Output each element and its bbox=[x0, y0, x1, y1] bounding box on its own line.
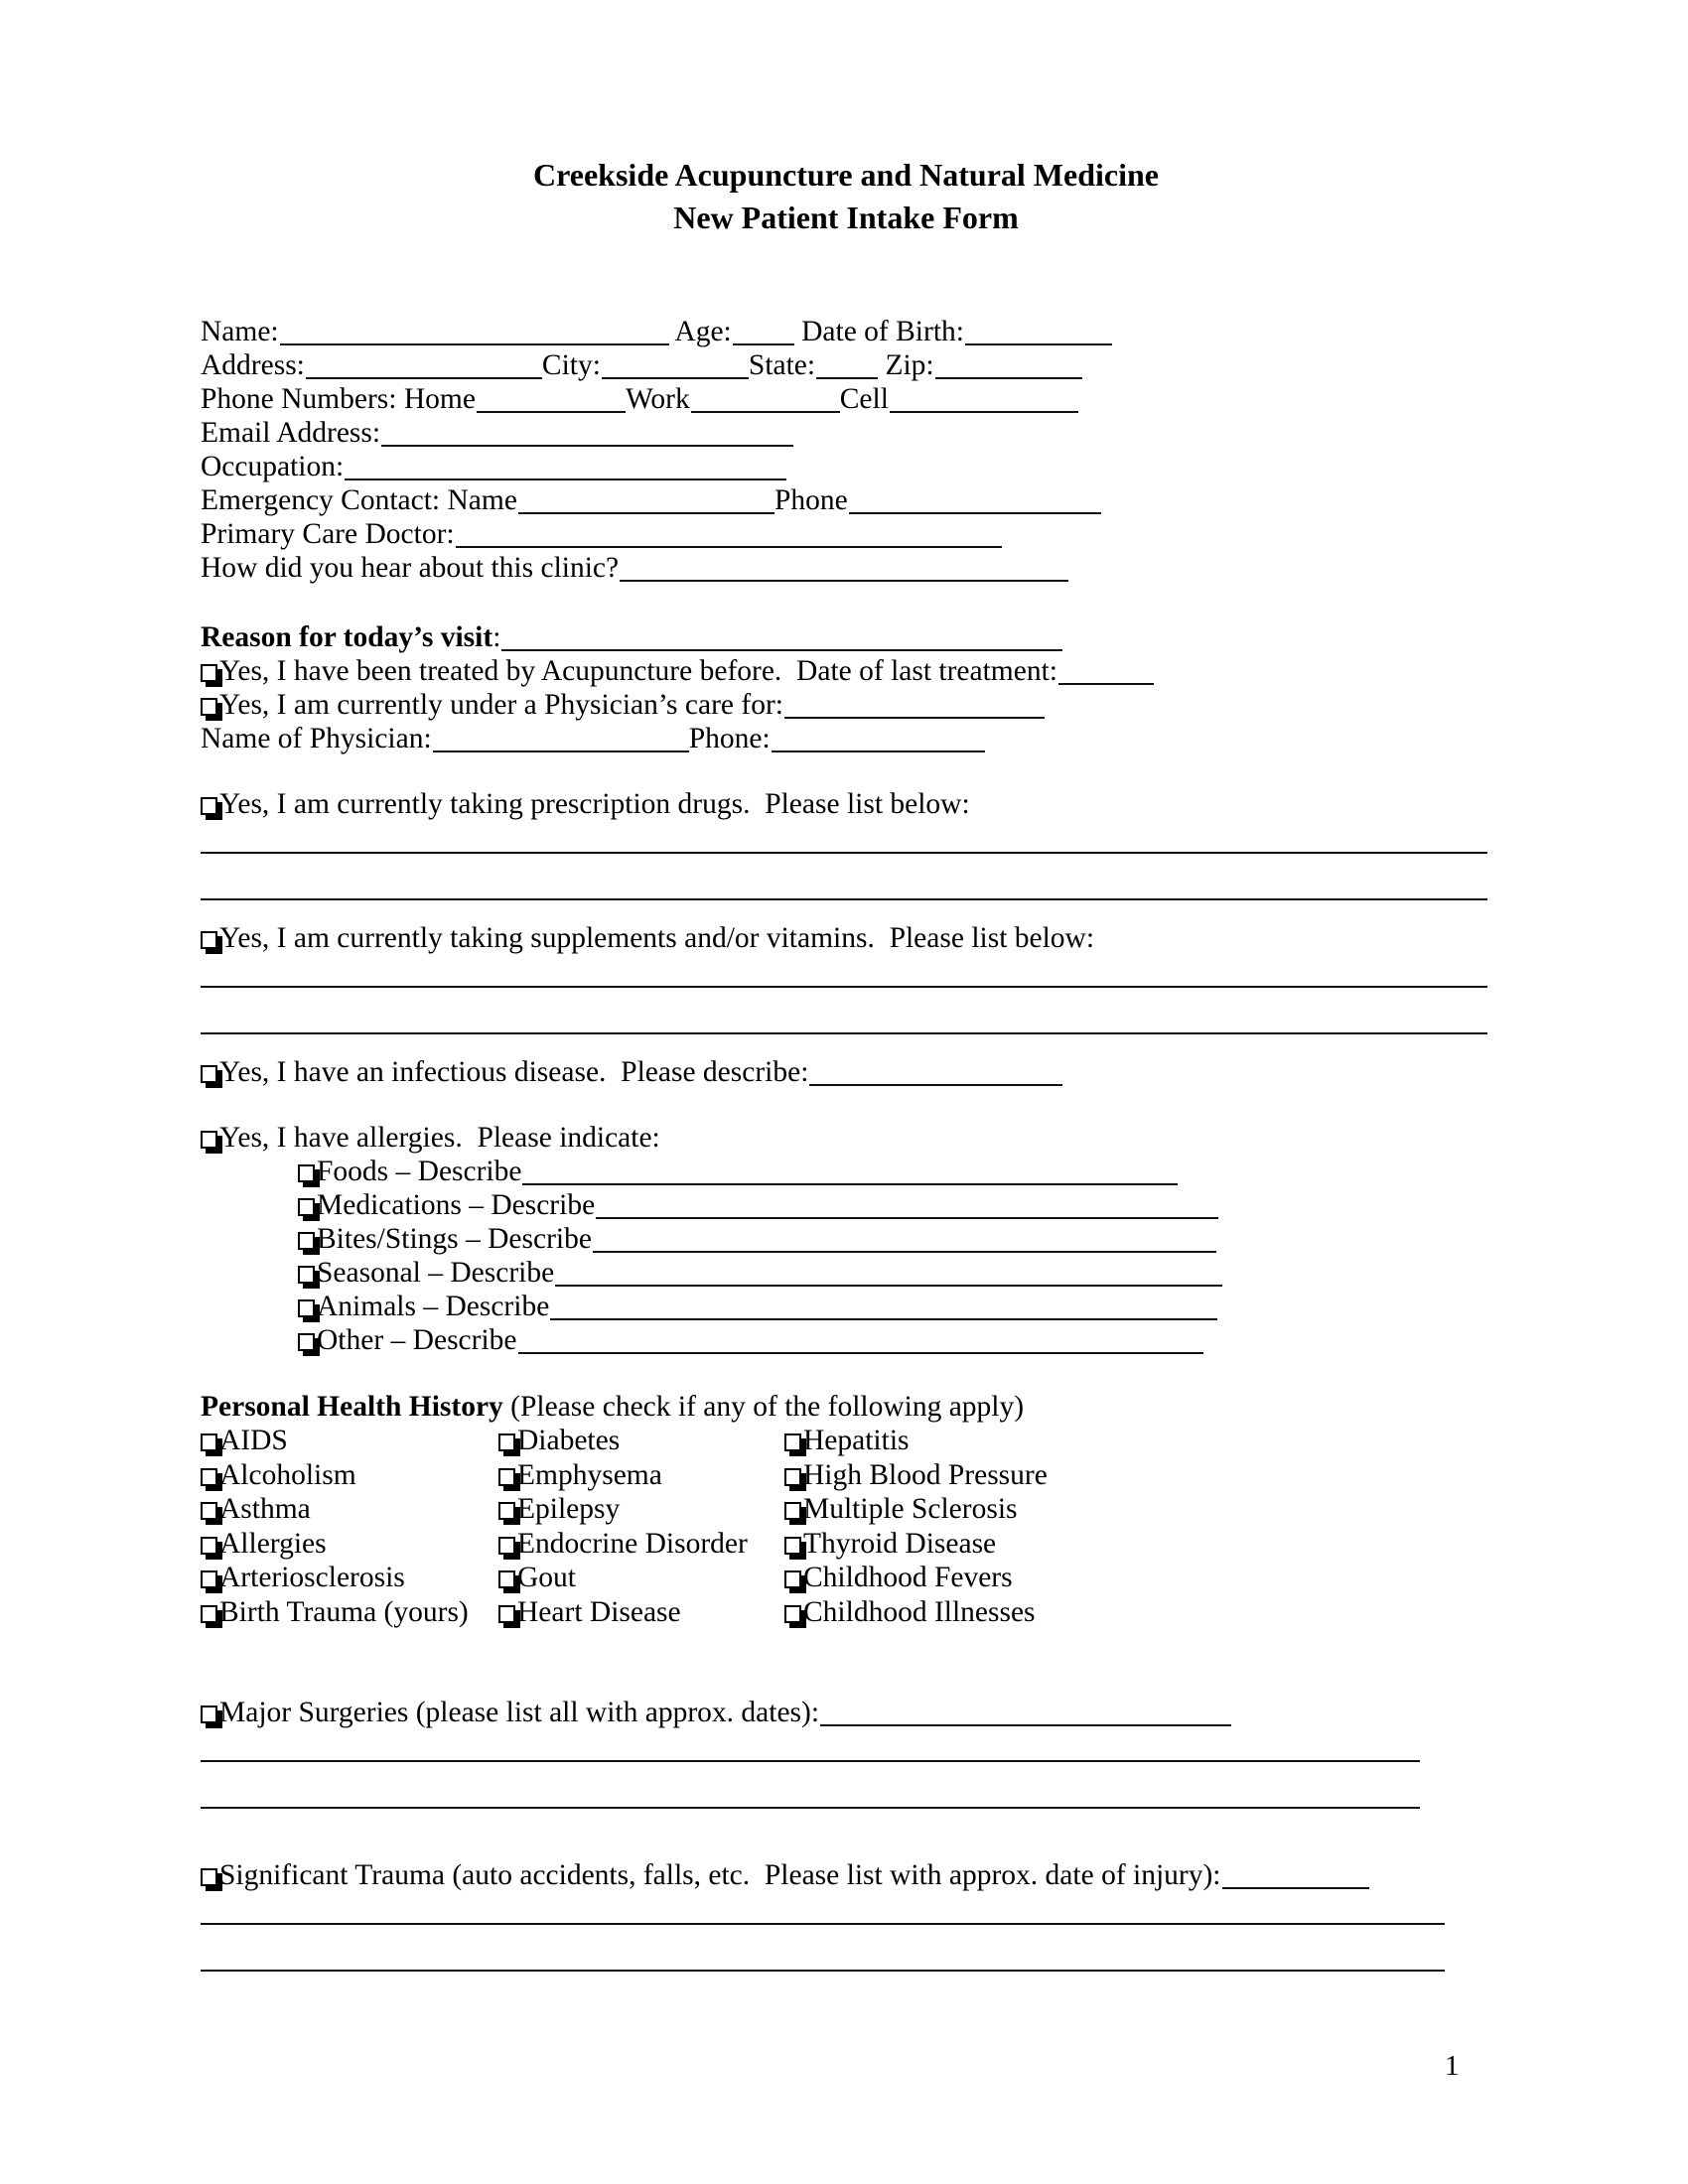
checkbox-icon[interactable] bbox=[201, 931, 217, 949]
checkbox-icon[interactable] bbox=[201, 698, 217, 716]
health-history-label: Alcoholism bbox=[219, 1458, 356, 1491]
referral-row bbox=[201, 551, 1068, 585]
work-phone-input[interactable] bbox=[691, 411, 840, 413]
checkbox-icon[interactable] bbox=[201, 664, 217, 682]
prescription-drugs-row bbox=[201, 787, 970, 821]
health-history-item bbox=[498, 1458, 748, 1493]
infectious-disease-row bbox=[201, 1055, 1062, 1089]
address-input[interactable] bbox=[306, 377, 542, 379]
referral-input[interactable] bbox=[620, 580, 1068, 582]
email-input[interactable] bbox=[381, 445, 793, 447]
primary-care-doctor-input[interactable] bbox=[456, 546, 1002, 548]
physician-phone-input[interactable] bbox=[772, 751, 985, 752]
title-line-1: Creekside Acupuncture and Natural Medicine bbox=[533, 157, 1159, 193]
allergy-label: Medications – Describe bbox=[317, 1189, 596, 1221]
name-label: Name: bbox=[201, 316, 279, 347]
city-label: City: bbox=[541, 349, 601, 381]
checkbox-icon[interactable] bbox=[784, 1468, 801, 1486]
home-phone-input[interactable] bbox=[477, 411, 626, 413]
supplements-row bbox=[201, 921, 1094, 955]
allergy-describe-input[interactable] bbox=[555, 1285, 1222, 1287]
emergency-contact-label: Emergency Contact: Name bbox=[201, 484, 517, 516]
occupation-input[interactable] bbox=[345, 478, 786, 480]
checkbox-icon[interactable] bbox=[298, 1232, 315, 1250]
physician-care-reason-input[interactable] bbox=[784, 717, 1045, 719]
prescription-write-line-2[interactable] bbox=[201, 898, 1487, 900]
acupuncture-before-row bbox=[201, 654, 1154, 688]
cell-phone-label: Cell bbox=[839, 383, 889, 415]
significant-trauma-input[interactable] bbox=[1222, 1887, 1369, 1889]
phone-numbers-row bbox=[201, 382, 1078, 416]
health-history-item bbox=[784, 1561, 1048, 1595]
physician-name-input[interactable] bbox=[433, 751, 689, 752]
health-history-label: Diabetes bbox=[517, 1425, 621, 1456]
address-label: Address: bbox=[201, 349, 305, 381]
checkbox-icon[interactable] bbox=[201, 1706, 217, 1723]
checkbox-icon[interactable] bbox=[201, 1131, 217, 1149]
checkbox-icon[interactable] bbox=[498, 1570, 515, 1588]
allergy-label: Animals – Describe bbox=[317, 1291, 550, 1322]
age-input[interactable] bbox=[733, 343, 794, 345]
allergy-describe-input[interactable] bbox=[518, 1352, 1203, 1354]
major-surgeries-input[interactable] bbox=[820, 1724, 1231, 1726]
age-label: Age: bbox=[674, 316, 732, 347]
checkbox-icon[interactable] bbox=[498, 1468, 515, 1486]
health-history-item bbox=[201, 1458, 469, 1493]
allergy-label: Bites/Stings – Describe bbox=[317, 1223, 592, 1255]
significant-trauma-label: Significant Trauma (auto accidents, falls, etc. Please list with approx. date of injury): bbox=[219, 1859, 1221, 1891]
health-history-item bbox=[498, 1492, 748, 1527]
health-history-item bbox=[498, 1561, 748, 1595]
checkbox-icon[interactable] bbox=[498, 1433, 515, 1451]
checkbox-icon[interactable] bbox=[201, 1605, 217, 1623]
acupuncture-before-label: Yes, I have been treated by Acupuncture before. Date of last treatment: bbox=[219, 655, 1057, 687]
significant-trauma-write-line-2[interactable] bbox=[201, 1970, 1445, 1972]
zip-input[interactable] bbox=[935, 377, 1082, 379]
health-history-item bbox=[498, 1527, 748, 1562]
allergies-heading-label: Yes, I have allergies. Please indicate: bbox=[219, 1122, 660, 1154]
allergy-label: Other – Describe bbox=[317, 1324, 517, 1356]
primary-care-doctor-row bbox=[201, 517, 1002, 551]
infectious-disease-label: Yes, I have an infectious disease. Please describe: bbox=[219, 1056, 809, 1088]
state-input[interactable] bbox=[816, 377, 878, 379]
work-phone-label: Work bbox=[625, 383, 690, 415]
checkbox-icon[interactable] bbox=[784, 1502, 801, 1520]
supplements-label: Yes, I am currently taking supplements and/or vitamins. Please list below: bbox=[219, 922, 1095, 954]
health-history-item bbox=[498, 1595, 748, 1630]
allergy-item-animals bbox=[298, 1290, 1217, 1323]
under-physician-care-row bbox=[201, 688, 1045, 722]
dob-input[interactable] bbox=[965, 343, 1112, 345]
health-history-label: Childhood Fevers bbox=[803, 1562, 1013, 1593]
significant-trauma-write-line-1[interactable] bbox=[201, 1923, 1445, 1925]
health-history-label: Childhood Illnesses bbox=[803, 1595, 1036, 1628]
physician-phone-label: Phone: bbox=[688, 723, 771, 754]
page-number: 1 bbox=[1445, 2050, 1460, 2082]
checkbox-icon[interactable] bbox=[784, 1605, 801, 1623]
health-history-label: Multiple Sclerosis bbox=[803, 1493, 1018, 1525]
reason-for-visit-input[interactable] bbox=[501, 649, 1062, 651]
allergy-describe-input[interactable] bbox=[593, 1251, 1216, 1253]
health-history-column-1 bbox=[201, 1424, 469, 1629]
checkbox-icon[interactable] bbox=[201, 1468, 217, 1486]
dob-label: Date of Birth: bbox=[801, 316, 964, 347]
checkbox-icon[interactable] bbox=[298, 1164, 315, 1182]
health-history-item bbox=[784, 1595, 1048, 1630]
health-history-item bbox=[201, 1492, 469, 1527]
address-row bbox=[201, 348, 1082, 382]
health-history-item bbox=[201, 1595, 469, 1630]
health-history-item bbox=[784, 1492, 1048, 1527]
major-surgeries-write-line-2[interactable] bbox=[201, 1807, 1420, 1809]
name-input[interactable] bbox=[280, 343, 669, 345]
health-history-label: Gout bbox=[517, 1562, 576, 1593]
emergency-contact-row bbox=[201, 483, 1101, 517]
checkbox-icon[interactable] bbox=[201, 1868, 217, 1886]
title-line-2: New Patient Intake Form bbox=[673, 200, 1019, 235]
health-history-column-3 bbox=[784, 1424, 1048, 1629]
under-physician-care-label: Yes, I am currently under a Physician’s care for: bbox=[219, 689, 783, 721]
checkbox-icon[interactable] bbox=[298, 1198, 315, 1216]
prescription-write-line-1[interactable] bbox=[201, 852, 1487, 854]
checkbox-icon[interactable] bbox=[784, 1433, 801, 1451]
physician-name-label: Name of Physician: bbox=[201, 723, 432, 754]
checkbox-icon[interactable] bbox=[201, 1570, 217, 1588]
checkbox-icon[interactable] bbox=[498, 1605, 515, 1623]
physician-name-row bbox=[201, 722, 985, 755]
referral-label: How did you hear about this clinic? bbox=[201, 552, 620, 584]
checkbox-icon[interactable] bbox=[784, 1537, 801, 1555]
health-history-heading-row bbox=[201, 1390, 1024, 1424]
last-treatment-date-input[interactable] bbox=[1058, 683, 1154, 685]
cell-phone-input[interactable] bbox=[890, 411, 1078, 413]
reason-for-visit-label: Reason for today’s visit bbox=[201, 621, 493, 653]
health-history-item bbox=[784, 1424, 1048, 1458]
allergy-describe-input[interactable] bbox=[596, 1217, 1218, 1219]
health-history-label: Heart Disease bbox=[517, 1595, 681, 1628]
health-history-label: Arteriosclerosis bbox=[219, 1562, 405, 1593]
health-history-label: High Blood Pressure bbox=[803, 1458, 1048, 1491]
state-label: State: bbox=[748, 349, 816, 381]
occupation-label: Occupation: bbox=[201, 451, 345, 482]
health-history-item bbox=[498, 1424, 748, 1458]
health-history-column-2 bbox=[498, 1424, 748, 1629]
allergy-label: Seasonal – Describe bbox=[317, 1257, 555, 1289]
health-history-heading-note: (Please check if any of the following apply) bbox=[502, 1391, 1025, 1423]
checkbox-icon[interactable] bbox=[201, 1537, 217, 1555]
occupation-row bbox=[201, 450, 786, 483]
name-age-dob-row bbox=[201, 315, 1112, 348]
email-row bbox=[201, 416, 793, 450]
supplements-write-line-1[interactable] bbox=[201, 986, 1487, 988]
checkbox-icon[interactable] bbox=[498, 1537, 515, 1555]
health-history-label: Thyroid Disease bbox=[803, 1527, 997, 1560]
checkbox-icon[interactable] bbox=[298, 1333, 315, 1351]
health-history-label: Emphysema bbox=[517, 1458, 662, 1491]
health-history-label: Birth Trauma (yours) bbox=[219, 1595, 469, 1628]
reason-colon: : bbox=[492, 621, 501, 653]
prescription-drugs-label: Yes, I am currently taking prescription drugs. Please list below: bbox=[219, 788, 970, 820]
health-history-item bbox=[784, 1458, 1048, 1493]
major-surgeries-label: Major Surgeries (please list all with approx. dates): bbox=[219, 1697, 820, 1728]
health-history-heading: Personal Health History bbox=[201, 1391, 503, 1423]
checkbox-icon[interactable] bbox=[201, 1502, 217, 1520]
health-history-item bbox=[201, 1527, 469, 1562]
zip-label: Zip: bbox=[885, 349, 934, 381]
major-surgeries-row bbox=[201, 1696, 1231, 1729]
allergies-heading-row bbox=[201, 1121, 660, 1155]
health-history-label: Asthma bbox=[219, 1493, 311, 1525]
checkbox-icon[interactable] bbox=[498, 1502, 515, 1520]
significant-trauma-row bbox=[201, 1858, 1369, 1892]
city-input[interactable] bbox=[602, 377, 749, 379]
health-history-label: Hepatitis bbox=[803, 1425, 910, 1456]
emergency-phone-label: Phone bbox=[774, 484, 848, 516]
allergy-label: Foods – Describe bbox=[317, 1156, 522, 1187]
emergency-phone-input[interactable] bbox=[849, 512, 1101, 514]
allergy-item-bites-stings bbox=[298, 1222, 1216, 1256]
allergy-item-foods bbox=[298, 1155, 1178, 1188]
checkbox-icon[interactable] bbox=[201, 797, 217, 815]
allergy-describe-input[interactable] bbox=[522, 1183, 1178, 1185]
supplements-write-line-2[interactable] bbox=[201, 1032, 1487, 1034]
health-history-label: AIDS bbox=[219, 1425, 288, 1456]
phone-numbers-label: Phone Numbers: Home bbox=[201, 383, 476, 415]
health-history-label: Epilepsy bbox=[517, 1493, 621, 1525]
allergy-item-seasonal bbox=[298, 1256, 1222, 1290]
form-title bbox=[201, 154, 1491, 239]
emergency-contact-name-input[interactable] bbox=[518, 512, 774, 514]
infectious-disease-input[interactable] bbox=[809, 1084, 1062, 1086]
allergy-item-other bbox=[298, 1323, 1203, 1357]
reason-for-visit-row bbox=[201, 620, 1062, 654]
checkbox-icon[interactable] bbox=[784, 1570, 801, 1588]
health-history-item bbox=[201, 1424, 469, 1458]
email-label: Email Address: bbox=[201, 417, 381, 449]
allergy-describe-input[interactable] bbox=[550, 1318, 1217, 1320]
health-history-item bbox=[784, 1527, 1048, 1562]
primary-care-doctor-label: Primary Care Doctor: bbox=[201, 518, 455, 550]
checkbox-icon[interactable] bbox=[201, 1065, 217, 1083]
health-history-item bbox=[201, 1561, 469, 1595]
health-history-label: Endocrine Disorder bbox=[517, 1527, 748, 1560]
allergy-item-medications bbox=[298, 1188, 1218, 1222]
health-history-label: Allergies bbox=[219, 1527, 327, 1560]
major-surgeries-write-line-1[interactable] bbox=[201, 1760, 1420, 1762]
checkbox-icon[interactable] bbox=[298, 1266, 315, 1284]
checkbox-icon[interactable] bbox=[201, 1433, 217, 1451]
checkbox-icon[interactable] bbox=[298, 1299, 315, 1317]
